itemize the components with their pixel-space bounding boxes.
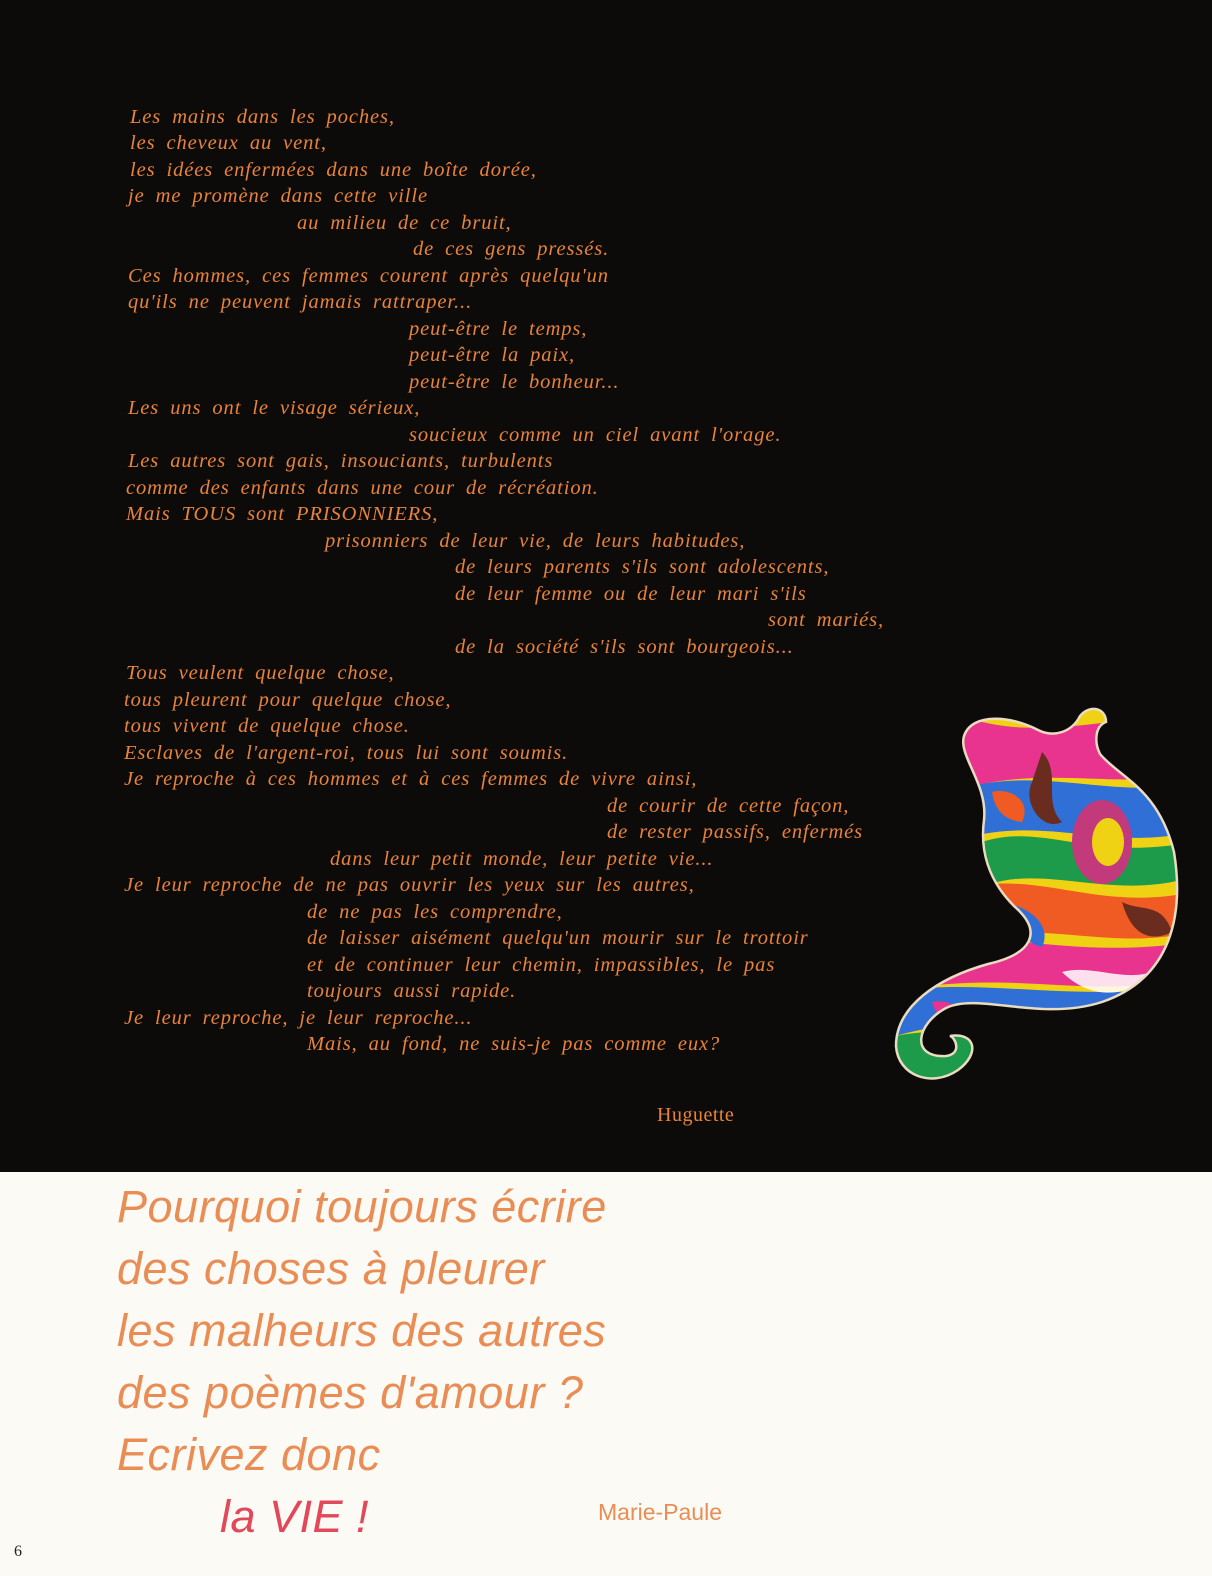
- poem-line: Pourquoi toujours écrire: [117, 1181, 607, 1232]
- poem-line: des choses à pleurer: [117, 1243, 545, 1294]
- poem-line: peut-être le temps,: [409, 318, 588, 340]
- poem-line: qu'ils ne peuvent jamais rattraper...: [128, 291, 473, 313]
- poem-line: comme des enfants dans une cour de récréation.: [126, 477, 599, 499]
- poem-line: peut-être le bonheur...: [409, 371, 620, 393]
- poem-line: Mais TOUS sont PRISONNIERS,: [126, 503, 439, 525]
- poem-line: de laisser aisément quelqu'un mourir sur le trottoir: [307, 927, 809, 949]
- poem-line: et de continuer leur chemin, impassibles, le pas: [307, 954, 776, 976]
- poem-line: Je leur reproche de ne pas ouvrir les yeux sur les autres,: [124, 874, 695, 896]
- poem-line: toujours aussi rapide.: [307, 980, 517, 1002]
- poem-line: de rester passifs, enfermés: [607, 821, 864, 843]
- poem-line: Ces hommes, ces femmes courent après quelqu'un: [128, 265, 609, 287]
- poem-line: sont mariés,: [768, 609, 885, 631]
- poem-line: de leurs parents s'ils sont adolescents,: [455, 556, 830, 578]
- poem-line: de leur femme ou de leur mari s'ils: [455, 583, 807, 605]
- poem-line: soucieux comme un ciel avant l'orage.: [409, 424, 782, 446]
- poem-line: Mais, au fond, ne suis-je pas comme eux?: [307, 1033, 721, 1055]
- poem-line: Je leur reproche, je leur reproche...: [124, 1007, 473, 1029]
- poem-line: je me promène dans cette ville: [128, 185, 428, 207]
- poem-line: de ces gens pressés.: [413, 238, 610, 260]
- poem-line: Esclaves de l'argent-roi, tous lui sont soumis.: [124, 742, 569, 764]
- poem-line: Les autres sont gais, insouciants, turbulents: [128, 450, 554, 472]
- poem-line: de courir de cette façon,: [607, 795, 850, 817]
- poem-line: peut-être la paix,: [409, 344, 576, 366]
- psychedelic-shape-illustration: [892, 702, 1192, 1092]
- poem-line: tous pleurent pour quelque chose,: [124, 689, 452, 711]
- poem-line: dans leur petit monde, leur petite vie...: [330, 848, 714, 870]
- poem-line: Les uns ont le visage sérieux,: [128, 397, 421, 419]
- poem-line: au milieu de ce bruit,: [297, 212, 512, 234]
- signature-marie-paule: Marie-Paule: [598, 1499, 722, 1525]
- poem-line: prisonniers de leur vie, de leurs habitudes,: [325, 530, 746, 552]
- poem-line: tous vivent de quelque chose.: [124, 715, 410, 737]
- page-number: 6: [14, 1543, 22, 1560]
- poem-line: Les mains dans les poches,: [130, 106, 395, 128]
- poem-line: les malheurs des autres: [117, 1305, 607, 1356]
- poem-line: Ecrivez donc: [117, 1429, 381, 1480]
- poem-line: des poèmes d'amour ?: [117, 1367, 584, 1418]
- poem-line: Tous veulent quelque chose,: [126, 662, 395, 684]
- poem-line: Je reproche à ces hommes et à ces femmes de vivre ainsi,: [124, 768, 698, 790]
- poem-line: de la société s'ils sont bourgeois...: [455, 636, 794, 658]
- poem-line: de ne pas les comprendre,: [307, 901, 563, 923]
- poem-line-highlight: la VIE !: [220, 1491, 370, 1542]
- poem-line: les idées enfermées dans une boîte dorée,: [130, 159, 537, 181]
- poem-line: les cheveux au vent,: [130, 132, 327, 154]
- signature-huguette: Huguette: [657, 1104, 735, 1126]
